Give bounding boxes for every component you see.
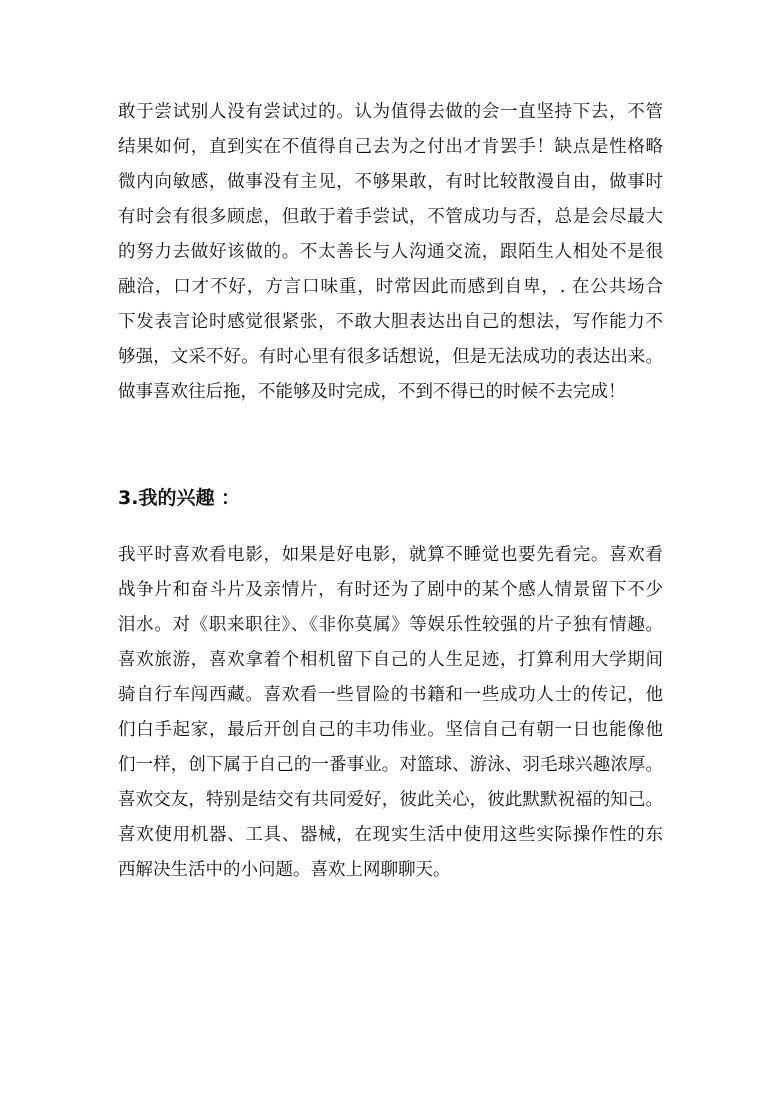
text-line: 喜欢旅游，喜欢拿着个相机留下自己的人生足迹，打算利用大学期间 (118, 650, 663, 670)
text-line: 骑自行车闯西藏。喜欢看一些冒险的书籍和一些成功人士的传记，他 (118, 685, 663, 705)
text-line: 喜欢交友，特别是结交有共同爱好，彼此关心，彼此默默祝福的知己。 (118, 790, 663, 810)
text-line: 微内向敏感，做事没有主见，不够果敢，有时比较散漫自由，做事时 (118, 172, 663, 192)
text-line: 我平时喜欢看电影，如果是好电影，就算不睡觉也要先看完。喜欢看 (118, 545, 663, 565)
text-line: 喜欢使用机器、工具、器械，在现实生活中使用这些实际操作性的东 (118, 825, 663, 845)
text-line: 们白手起家，最后开创自己的丰功伟业。坚信自己有朝一日也能像他 (118, 720, 663, 740)
text-line: 做事喜欢往后拖，不能够及时完成，不到不得已的时候不去完成！ (118, 382, 626, 402)
paragraph-interests (118, 538, 663, 888)
text-line: 的努力去做好该做的。不太善长与人沟通交流，跟陌生人相处不是很 (118, 242, 663, 262)
text-line: 结果如何，直到实在不值得自己去为之付出才肯罢手！缺点是性格略 (118, 137, 663, 157)
text-line: 融洽，口才不好，方言口味重，时常因此而感到自卑，. 在公共场合 (118, 277, 663, 297)
text-line: 泪水。对《职来职往》、《非你莫属》等娱乐性较强的片子独有情趣。 (118, 615, 663, 635)
text-line: 有时会有很多顾虑，但敢于着手尝试，不管成功与否，总是会尽最大 (118, 207, 663, 227)
text-line: 们一样，创下属于自己的一番事业。对篮球、游泳、羽毛球兴趣浓厚。 (118, 755, 663, 775)
section-heading-interests: 3.我的兴趣 ： (118, 487, 241, 509)
text-line: 敢于尝试别人没有尝试过的。认为值得去做的会一直坚持下去，不管 (118, 102, 663, 122)
text-line: 下发表言论时感觉很紧张，不敢大胆表达出自己的想法，写作能力不 (118, 312, 663, 332)
text-line: 战争片和奋斗片及亲情片，有时还为了剧中的某个感人情景留下不少 (118, 580, 663, 600)
text-line: 够强，文采不好。有时心里有很多话想说，但是无法成功的表达出来。 (118, 347, 663, 367)
text-line: 西解决生活中的小问题。喜欢上网聊聊天。 (118, 860, 451, 880)
paragraph-strengths-weaknesses (118, 95, 663, 410)
